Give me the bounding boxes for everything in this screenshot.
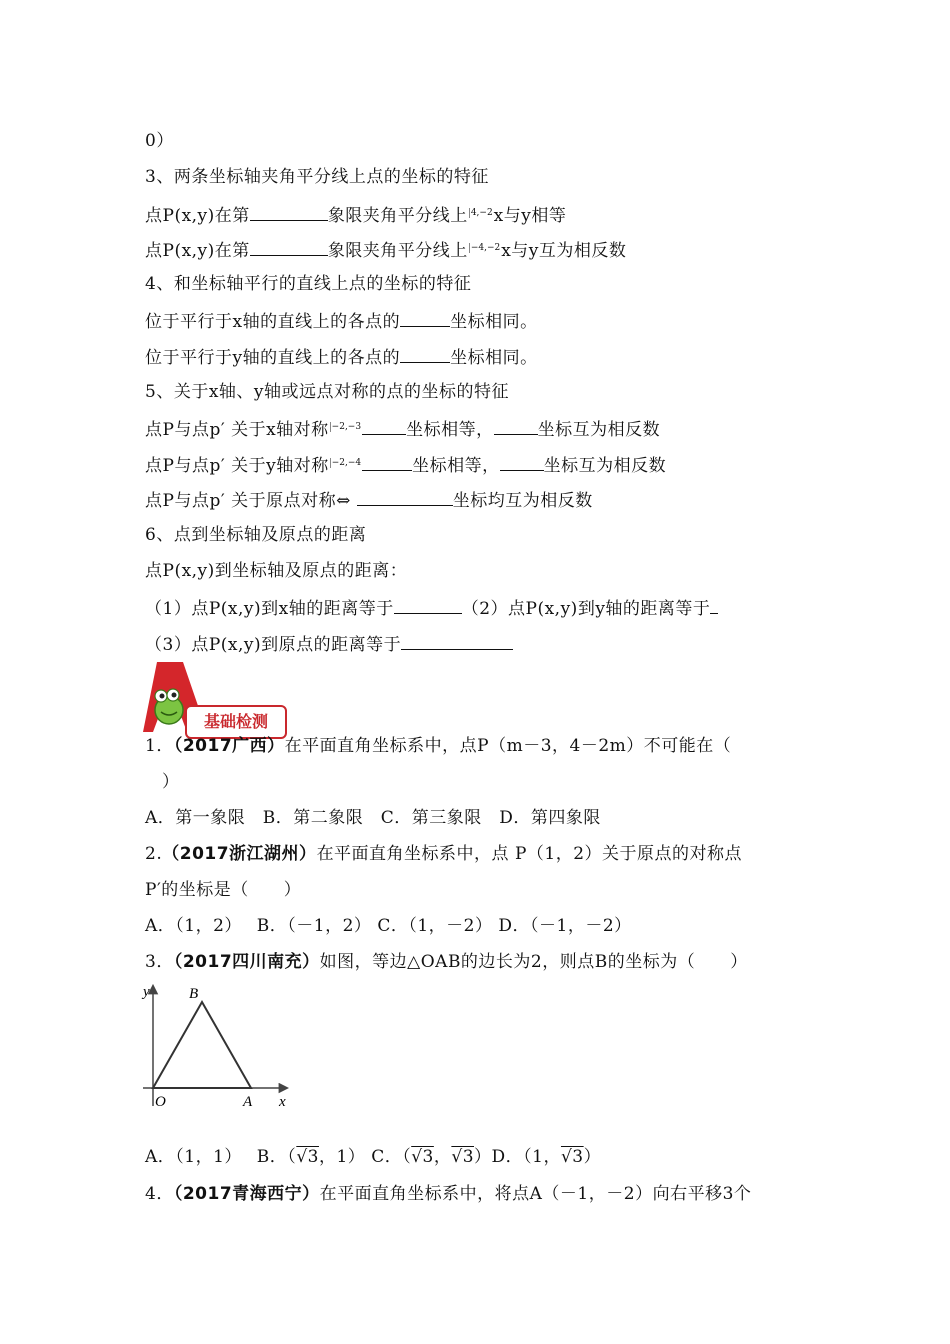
section-banner-label: 基础检测 [185, 705, 287, 739]
text-line: （3）点P(x,y)到原点的距离等于 [145, 632, 513, 656]
section-heading-5: 5、关于x轴、y轴或远点对称的点的坐标的特征 [145, 382, 510, 402]
blank-line [401, 632, 513, 650]
section-heading-4: 4、和坐标轴平行的直线上点的坐标的特征 [145, 274, 472, 294]
label-o: O [155, 1094, 166, 1108]
question-2-cont: P′的坐标是（ ） [145, 880, 302, 900]
section-heading-3: 3、两条坐标轴夹角平分线上点的坐标的特征 [145, 167, 489, 187]
question-1-options: A．第一象限 B．第二象限 C．第三象限 D．第四象限 [145, 808, 601, 828]
text-line: （1）点P(x,y)到x轴的距离等于 （2）点P(x,y)到y轴的距离等于 [145, 596, 718, 620]
label-b: B [189, 986, 199, 1002]
text-line: 点P(x,y)在第 象限夹角平分线上 $^{4,-2}$x与y相等 [145, 202, 566, 227]
text-line: 位于平行于x轴的直线上的各点的 坐标相同。 [145, 309, 538, 333]
question-2: 2.（2017浙江湖州）在平面直角坐标系中，点 P（1，2）关于原点的对称点 [145, 844, 743, 864]
label-y: y [143, 984, 150, 1000]
blank-line [357, 488, 453, 506]
question-2-options: A．（1，2） B．（－1，2） C．（1，－2） D．（－1，－2） [145, 916, 632, 936]
triangle-oab [153, 1002, 251, 1088]
label-a: A [243, 1094, 253, 1108]
blank-line [400, 309, 450, 327]
question-3-options: A．（1，1） B．（√3，1） C．（√3，√3）D．（1，√3） [145, 1147, 602, 1167]
text-line: 点P与点p′ 关于原点对称⇔ 坐标均互为相反数 [145, 488, 593, 512]
text-line: 点P(x,y)到坐标轴及原点的距离： [145, 561, 408, 581]
triangle-figure [135, 978, 295, 1108]
blank-line [500, 453, 544, 471]
blank-line [250, 203, 328, 221]
text-line: 点P(x,y)在第 象限夹角平分线上 $^{-4,-2}$x与y互为相反数 [145, 237, 626, 262]
text-line: 位于平行于y轴的直线上的各点的 坐标相同。 [145, 345, 538, 369]
question-4: 4．（2017青海西宁）在平面直角坐标系中，将点A（－1，－2）向右平移3个 [145, 1184, 752, 1204]
blank-line [710, 596, 718, 614]
blank-line [362, 417, 406, 435]
text-line: 点P与点p′ 关于y轴对称 $^{-2,-4}$ 坐标相等， 坐标互为相反数 [145, 452, 666, 477]
blank-line [394, 596, 462, 614]
blank-line [250, 238, 328, 256]
blank-line [362, 453, 412, 471]
question-1: 1．（2017广西）在平面直角坐标系中，点P（m－3，4－2m）不可能在（ [145, 736, 732, 756]
text-line: 点P与点p′ 关于x轴对称 $^{-2,-3}$ 坐标相等， 坐标互为相反数 [145, 416, 660, 441]
label-x: x [279, 1094, 286, 1108]
text-line: 0） [145, 131, 174, 151]
question-1-cont: ） [162, 772, 180, 792]
blank-line [494, 417, 538, 435]
section-heading-6: 6、点到坐标轴及原点的距离 [145, 525, 367, 545]
question-3: 3．（2017四川南充）如图，等边△OAB的边长为2，则点B的坐标为（ ） [145, 952, 748, 972]
blank-line [400, 345, 450, 363]
